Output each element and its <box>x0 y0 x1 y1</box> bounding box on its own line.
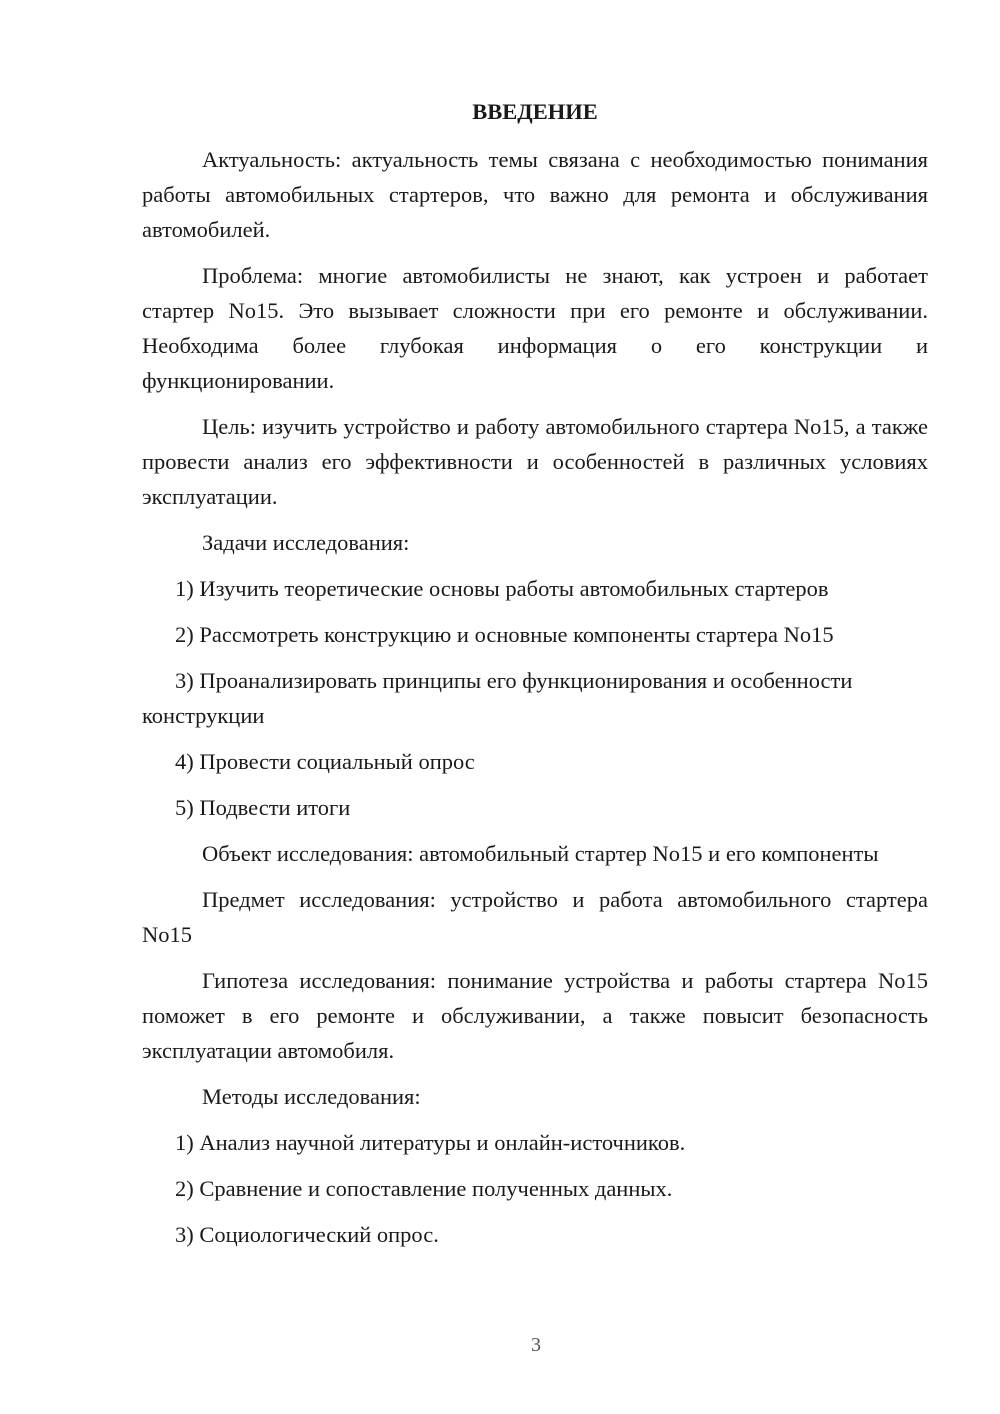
object-paragraph: Объект исследования: автомобильный стартер No15 и его компоненты <box>202 841 879 866</box>
subject-paragraph: Предмет исследования: устройство и работа автомобильного стартера No15 <box>142 887 928 947</box>
method-item: 1) Анализ научной литературы и онлайн-источников. <box>175 1130 686 1155</box>
method-item: 3) Социологический опрос. <box>175 1222 439 1247</box>
actuality-paragraph: Актуальность: актуальность темы связана с необходимостью понимания работы автомобильных стартеров, что важно для ремонта и обслуживания автомобилей. <box>142 147 928 242</box>
task-item: 1) Изучить теоретические основы работы автомобильных стартеров <box>175 576 829 601</box>
goal-paragraph: Цель: изучить устройство и работу автомобильного стартера No15, а также провести анализ его эффективности и особенностей в различных условиях эксплуатации. <box>142 414 928 509</box>
task-item: 5) Подвести итоги <box>175 795 351 820</box>
page-title: ВВЕДЕНИЕ <box>472 99 598 124</box>
task-item: 4) Провести социальный опрос <box>175 749 475 774</box>
document-page <box>142 94 928 1263</box>
page-number: 3 <box>531 1334 541 1356</box>
method-item: 2) Сравнение и сопоставление полученных данных. <box>175 1176 673 1201</box>
task-item: 3) Проанализировать принципы его функционирования и особенности конструкции <box>142 668 853 728</box>
tasks-heading: Задачи исследования: <box>202 530 410 555</box>
hypothesis-paragraph: Гипотеза исследования: понимание устройства и работы стартера No15 поможет в его ремонте и обслуживании, а также повысит безопасность эксплуатации автомобиля. <box>142 968 928 1063</box>
task-item: 2) Рассмотреть конструкцию и основные компоненты стартера No15 <box>175 622 834 647</box>
problem-paragraph: Проблема: многие автомобилисты не знают, как устроен и работает стартер No15. Это вызывает сложности при его ремонте и обслуживании. Необходима более глубокая информация о его конструкции и функционировании. <box>142 263 928 393</box>
methods-heading: Методы исследования: <box>202 1084 421 1109</box>
